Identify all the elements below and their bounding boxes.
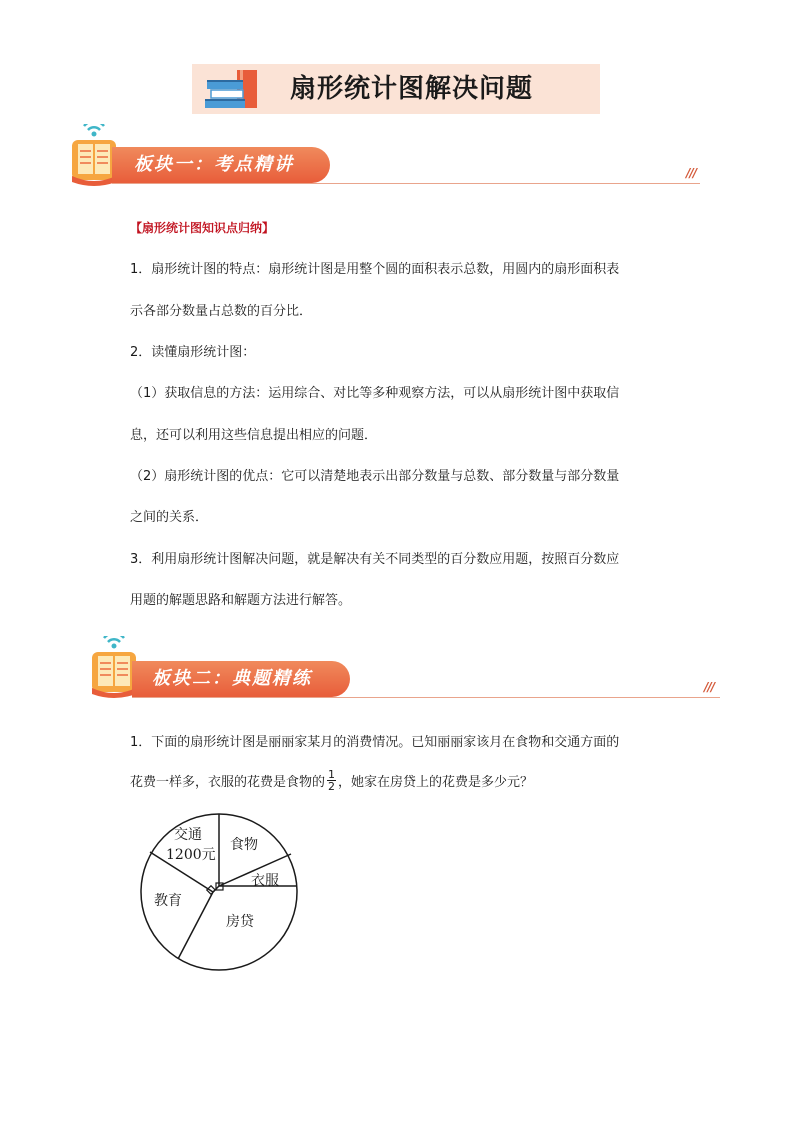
knowledge-line: 1．扇形统计图的特点：扇形统计图是用整个圆的面积表示总数，用圆内的扇形面积表 xyxy=(130,262,620,277)
fraction-numerator: 1 xyxy=(328,768,336,781)
pie-label-loan: 房贷 xyxy=(226,914,254,930)
knowledge-line: （1）获取信息的方法：运用综合、对比等多种观察方法，可以从扇形统计图中获取信 xyxy=(130,386,620,401)
books-icon xyxy=(203,68,263,110)
consumption-pie-chart xyxy=(136,812,306,972)
question-text: ，她家在房贷上的花费是多少元？ xyxy=(338,775,534,790)
pie-label-education: 教育 xyxy=(154,893,182,909)
page-title: 扇形统计图解决问题 xyxy=(290,74,534,104)
knowledge-line: 示各部分数量占总数的百分比． xyxy=(130,304,313,319)
pie-label-food: 食物 xyxy=(230,837,258,853)
question-text: 花费一样多，衣服的花费是食物的 xyxy=(130,775,326,790)
pie-value-transport: 1200元 xyxy=(166,847,216,863)
knowledge-line: 3．利用扇形统计图解决问题，就是解决有关不同类型的百分数应用题，按照百分数应 xyxy=(130,552,620,567)
pie-label-transport: 交通 xyxy=(174,827,202,843)
pie-label-clothes: 衣服 xyxy=(251,873,279,889)
knowledge-line: 息，还可以利用这些信息提出相应的问题． xyxy=(130,428,378,443)
knowledge-line: 之间的关系． xyxy=(130,510,209,525)
knowledge-subhead: 【扇形统计图知识点归纳】 xyxy=(130,221,275,235)
section-decoration-1: /// xyxy=(686,166,697,180)
fraction-denominator: 2 xyxy=(328,780,336,793)
pie-divider-loan-education xyxy=(178,892,213,959)
fraction-one-half xyxy=(327,769,336,792)
section-divider-1 xyxy=(112,183,700,184)
knowledge-line: 2．读懂扇形统计图： xyxy=(130,345,256,360)
knowledge-line: （2）扇形统计图的优点：它可以清楚地表示出部分数量与总数、部分数量与部分数量 xyxy=(130,469,620,484)
section-decoration-2: /// xyxy=(704,680,715,694)
knowledge-line: 用题的解题思路和解题方法进行解答。 xyxy=(130,593,352,608)
section-divider-2 xyxy=(132,697,720,698)
section-heading-2: 板块二：典题精练 xyxy=(152,668,312,689)
question-1-line-1: 1．下面的扇形统计图是丽丽家某月的消费情况。已知丽丽家该月在食物和交通方面的 xyxy=(130,735,620,750)
question-1-line-2 xyxy=(130,768,534,794)
section-heading-1: 板块一：考点精讲 xyxy=(134,154,294,175)
